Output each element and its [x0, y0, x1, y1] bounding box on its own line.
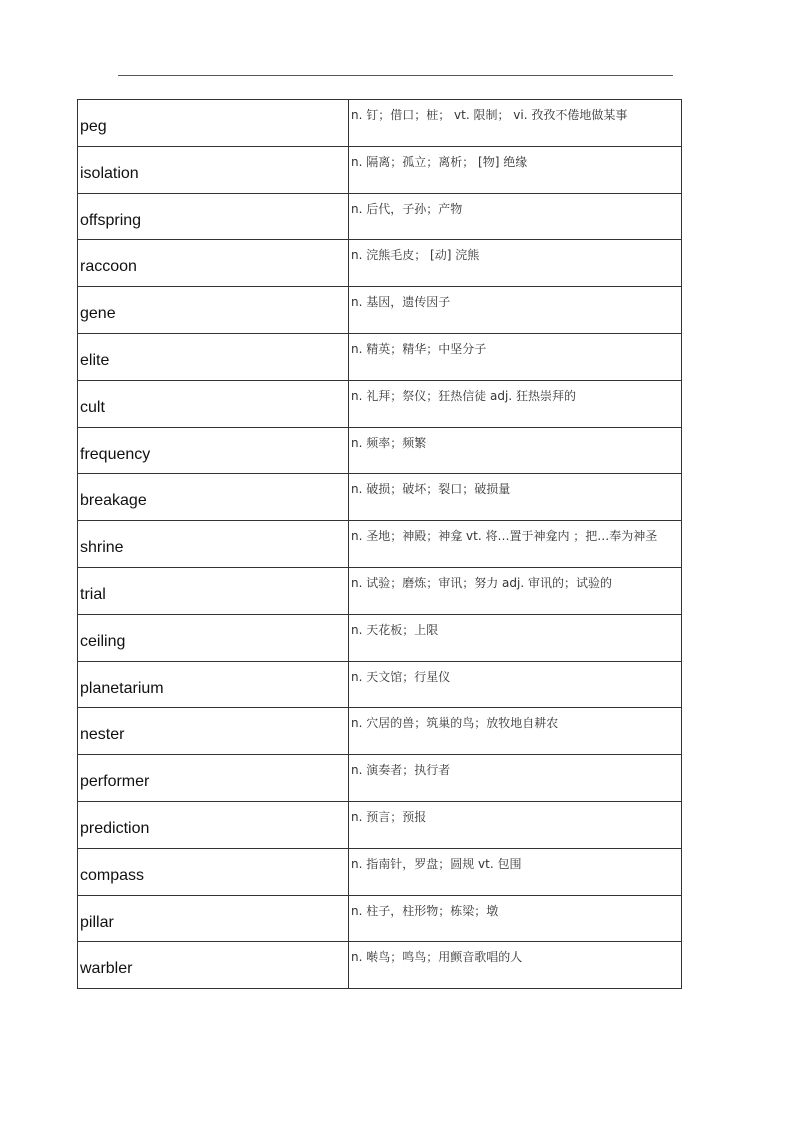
- definition: n. 礼拜；祭仪；狂热信徒 adj. 狂热崇拜的: [351, 388, 576, 403]
- word-cell: [78, 427, 349, 474]
- definition-cell: [349, 100, 682, 147]
- definition: n. 啭鸟；鸣鸟；用颤音歌唱的人: [351, 950, 523, 965]
- definition: n. 天文馆；行星仪: [351, 669, 451, 684]
- definition-cell: [349, 661, 682, 708]
- table-row: [78, 146, 682, 193]
- table-row: [78, 614, 682, 661]
- table-row: [78, 755, 682, 802]
- word-cell: [78, 146, 349, 193]
- definition: n. 频率；频繁: [351, 435, 427, 450]
- table-row: [78, 661, 682, 708]
- word-cell: [78, 801, 349, 848]
- table-row: [78, 708, 682, 755]
- definition: n. 穴居的兽；筑巢的鸟；放牧地自耕农: [351, 716, 559, 731]
- word-cell: [78, 240, 349, 287]
- word: compass: [80, 866, 145, 884]
- table-row: [78, 521, 682, 568]
- word: elite: [80, 351, 110, 369]
- definition-cell: [349, 287, 682, 334]
- definition-cell: [349, 567, 682, 614]
- definition: n. 圣地；神殿；神龛 vt. 将…置于神龛内 ；把…奉为神圣: [351, 529, 658, 544]
- word: peg: [80, 118, 107, 135]
- word-cell: [78, 755, 349, 802]
- definition: n. 破损；破坏；裂口；破损量: [351, 482, 511, 497]
- definition: n. 天花板；上限: [351, 622, 439, 637]
- word: nester: [80, 726, 125, 744]
- word-cell: [78, 848, 349, 895]
- table-row: [78, 427, 682, 474]
- definition: n. 柱子，柱形物；栋梁；墩: [351, 903, 499, 918]
- word: warbler: [80, 960, 133, 978]
- word: pillar: [80, 913, 114, 931]
- word: ceiling: [80, 632, 126, 650]
- word-cell: [78, 708, 349, 755]
- header-rule: [118, 75, 673, 76]
- word: raccoon: [80, 258, 137, 276]
- word-cell: [78, 521, 349, 568]
- definition: n. 浣熊毛皮； [动] 浣熊: [351, 248, 480, 263]
- word: trial: [80, 585, 106, 603]
- table-row: [78, 942, 682, 989]
- definition-cell: [349, 474, 682, 521]
- definition: n. 后代，子孙；产物: [351, 201, 463, 216]
- table-row: [78, 848, 682, 895]
- word: gene: [80, 305, 116, 323]
- word-cell: [78, 100, 349, 147]
- table-row: [78, 380, 682, 427]
- table-row: [78, 895, 682, 942]
- table-row: [78, 333, 682, 380]
- word-cell: [78, 333, 349, 380]
- table-row: [78, 801, 682, 848]
- definition-cell: [349, 380, 682, 427]
- word-cell: [78, 661, 349, 708]
- word-cell: [78, 942, 349, 989]
- word: cult: [80, 398, 105, 416]
- word: breakage: [80, 492, 147, 510]
- definition-cell: [349, 333, 682, 380]
- table-row: [78, 240, 682, 287]
- definition-cell: [349, 942, 682, 989]
- word: prediction: [80, 819, 150, 837]
- vocabulary-table-body: [78, 100, 682, 989]
- definition: n. 预言；预报: [351, 809, 427, 824]
- word-cell: [78, 474, 349, 521]
- definition-cell: [349, 427, 682, 474]
- definition: n. 钉；借口；桩； vt. 限制； vi. 孜孜不倦地做某事: [351, 108, 628, 122]
- definition-cell: [349, 146, 682, 193]
- definition-cell: [349, 801, 682, 848]
- word-cell: [78, 567, 349, 614]
- definition: n. 隔离；孤立；离析； [物] 绝缘: [351, 154, 528, 169]
- table-row: [78, 287, 682, 334]
- definition: n. 演奏者；执行者: [351, 763, 451, 778]
- definition-cell: [349, 755, 682, 802]
- word-cell: [78, 287, 349, 334]
- word: planetarium: [80, 679, 164, 697]
- definition: n. 指南针，罗盘；圆规 vt. 包围: [351, 856, 522, 871]
- word-cell: [78, 614, 349, 661]
- vocabulary-table: [77, 99, 682, 989]
- word-cell: [78, 895, 349, 942]
- word: frequency: [80, 445, 151, 463]
- definition-cell: [349, 521, 682, 568]
- word-cell: [78, 380, 349, 427]
- definition: n. 精英；精华；中坚分子: [351, 341, 487, 356]
- definition: n. 基因，遗传因子: [351, 295, 451, 310]
- word: isolation: [80, 164, 139, 182]
- word: performer: [80, 773, 150, 791]
- definition-cell: [349, 614, 682, 661]
- word: offspring: [80, 211, 142, 229]
- word-cell: [78, 193, 349, 240]
- definition-cell: [349, 708, 682, 755]
- table-row: [78, 567, 682, 614]
- definition-cell: [349, 848, 682, 895]
- table-row: [78, 100, 682, 147]
- definition-cell: [349, 193, 682, 240]
- definition-cell: [349, 240, 682, 287]
- word: shrine: [80, 539, 124, 557]
- definition: n. 试验；磨炼；审讯；努力 adj. 审讯的；试验的: [351, 575, 612, 590]
- table-row: [78, 474, 682, 521]
- table-row: [78, 193, 682, 240]
- definition-cell: [349, 895, 682, 942]
